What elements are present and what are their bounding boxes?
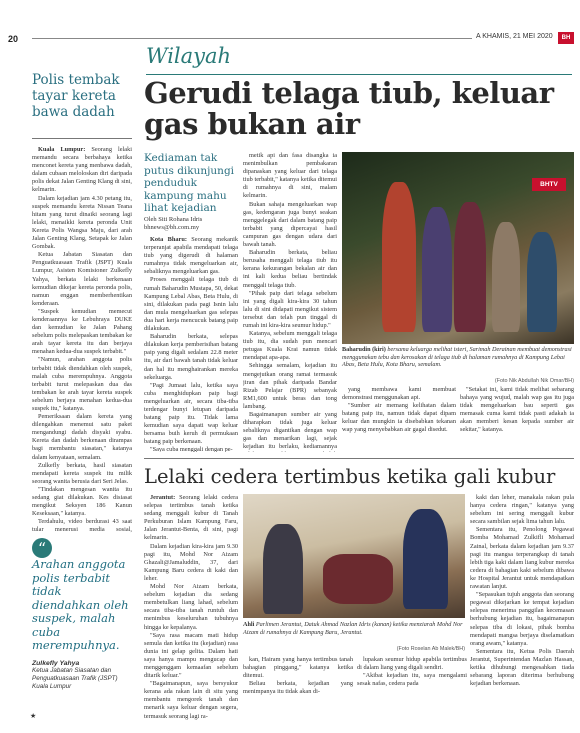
paragraph-text: "Pagi Jumaat lalu, ketika saya cuba menghidupkan paip bagi mengeluarkan air, secara tiba-tiba terdengar bunyi letupan daripada batang paip itu. Tidak lama kemudian saya dapati wap keluar bersama buih keruh di permukaan batang paip berkenaan. <box>144 381 238 446</box>
header-rule <box>32 38 472 39</box>
paragraph-lead: Jerantut: <box>150 494 176 501</box>
paragraph <box>144 543 238 583</box>
star-icon: ★ <box>30 712 37 720</box>
paragraph-text: yang membawa kami membuat demonstrasi menggunakan api. <box>342 386 456 402</box>
paragraph <box>342 402 456 434</box>
paragraph <box>144 236 238 276</box>
second-column-4 <box>470 494 574 688</box>
sidebar-article-body <box>32 146 132 534</box>
quote-icon: “ <box>32 538 52 558</box>
dateline: A KHAMIS, 21 MEI 2020 <box>476 33 553 40</box>
main-deck: Kediaman tak putus dikunjungi penduduk kampung mahu lihat kejadian <box>144 152 235 214</box>
pull-quote-text: Arahan anggota polis terbabit tidak diendahkan oleh suspek, malah cuba merempuhnya. <box>32 557 129 652</box>
paragraph <box>243 411 337 452</box>
paragraph-text: lupakan seumur hidup apabila tertimbus di dalam liang yang digali sendiri. <box>357 656 467 672</box>
paragraph <box>243 201 337 250</box>
paragraph <box>144 632 238 681</box>
page-number: 20 <box>8 34 19 44</box>
paragraph <box>144 494 238 543</box>
paragraph-text: kaki dan leher, manakala rakan pula hanya cedera ringan," katanya yang sebelum ini sering menggali kubur secara sambilan sejak lima tahun lalu. <box>470 494 574 526</box>
photo-figure <box>263 524 303 614</box>
main-photo-caption <box>342 346 574 369</box>
paragraph-text: metik api dan fasa disangka ia menimbulkan pembakaran dipanaskan yang keluar dari telaga tiub terbabit," katanya ketika ditemui di rumahnya di sini, malam kelmarin. <box>243 152 337 200</box>
paragraph <box>357 656 467 672</box>
story-separator <box>144 458 574 459</box>
paragraph-text: "Saya cuba menggali dengan pe- <box>150 446 233 452</box>
paragraph <box>32 486 132 518</box>
paragraph-text: Baharudin berkata, selepas dilakukan kerja pemberisihan batang paip yang digali sedalam 22.8 meter itu, air dari bawah tanah tidak keluar dan hal itu menghairankan mereka sekeluarga. <box>144 333 238 381</box>
paragraph-text: Katanya, sebelum menggali telaga tiub itu, dia sudah pun mencari petugas Kuala Krai namun tidak mendapat apa-apa. <box>243 330 337 362</box>
paragraph <box>243 290 337 330</box>
paragraph-text: Mohd Nor Aizam berkata, sebelum kejadian dia sedang membetulkan liang lahad, sebelum secara tiba-tiba tanah runtuh dan menimbus keseluruhan tubuhnya hingga ke kepalanya. <box>144 583 238 631</box>
paragraph <box>144 446 238 452</box>
photo-figure <box>422 207 452 332</box>
paragraph <box>243 362 337 411</box>
paragraph-text: "Akibat kejadian itu, saya mengalami sesak nafas, cedera pada <box>357 672 467 688</box>
paragraph-text: "Sumber air memang kelihatan dalam batang paip itu, namun tidak dapat dipam keluar dan mungkin ia disebabkan tekanan wap yang menyebabkan air gagal disedut. <box>342 402 456 434</box>
photo-figure <box>382 182 416 332</box>
paragraph <box>460 386 574 435</box>
main-photo-credit: (Foto Nik Abdullah Nik Omar/BH) <box>494 378 574 384</box>
sidebar-headline-box <box>32 72 132 120</box>
paragraph-text: Ketua Jabatan Siasatan dan Penguatkuasaan Trafik (JSPT) Kuala Lumpur, Asisten Komisioner Zulkefly Yahya, berkata lelaki berkenaan kemudian dikejar kereta peronda polis, namun enggan memberhentikan kenderaan. <box>32 251 132 307</box>
sidebar-rule <box>32 138 132 139</box>
paragraph-text: Baharudin berkata, beliau berusaha menggali telaga tiub itu kerana kekurangan bekalan air dan ini kali kedua beliau bertindak menggali telaga tiub. <box>243 249 337 289</box>
paragraph-text: Seorang lelaki memandu secara berbahaya ketika menconet kereta yang menbawa dadah, dalam cubaan meloloskan diri daripada polis dekat Jalan Genting Klang di sini, kelmarin. <box>32 146 132 194</box>
second-photo-credit: (Foto Roselan Ab Malek/BH) <box>396 646 465 652</box>
pull-quote-role: Ketua Jabatan Siasatan dan Penguatkuasaan Trafik (JSPT) Kuala Lumpur <box>32 666 118 690</box>
paragraph <box>470 591 574 648</box>
paragraph-text: "Setakat ini, kami tidak melihat sebarang bahaya yang wujud, malah wap gas itu juga tidak mengeluarkan bau seperti gas memasak cuma kami tidak pasti adakah ia akan memberi kesan kepada sumber air sekitar," katanya. <box>460 386 574 434</box>
caption-lead: Ahli <box>243 621 255 628</box>
paragraph-text: "Tindakan mengesan wanita itu sedang giat dilakukan. Kes disiasat mengikut Seksyen 186 Kanun Keseksaan," katanya. <box>32 485 132 518</box>
paragraph <box>32 413 132 462</box>
main-column-3 <box>342 386 456 435</box>
paragraph-text: "Suspek kemudian memecut kenderaannya ke Lebuhraya DUKE dan kemudian ke Jalan Pahang sebelum polis melepaskan tembakan ke arah tayar kereta itu dan berjaya menahan kedua-dua suspek terbabit." <box>32 307 132 356</box>
main-column-4 <box>460 386 574 435</box>
paragraph-text: Dalam kejadian kira-kira jam 9.30 pagi itu, Mohd Nor Aizam Ghazali@Jamaluddin, 37, dari Kampung Baru cedera di kaki dan leher. <box>144 542 238 582</box>
second-column-3 <box>357 656 467 688</box>
paragraph <box>32 251 132 308</box>
paragraph <box>32 462 132 486</box>
main-column-1 <box>144 236 238 452</box>
paragraph-lead: Kuala Lumpur: <box>38 146 86 153</box>
pull-quote <box>32 538 132 691</box>
paragraph-text: "Pihak paip dari telaga sebelum ini yang digali kira-kira 30 tahun lalu di sini didapati mengikut sistem tersebut dan telah pun tinggal di rumah ini kira-kira seumur hidup." <box>243 289 337 329</box>
bh-logo-icon: BH <box>558 32 574 44</box>
paragraph-text: Bukan sahaja mengeluarkan wap gas, kedengaran juga bunyi seakan menggelegak dari dalam batang paip terbabit yang dipercayai hasil campuran gas dengan udara dari bawah tanah. <box>243 200 337 249</box>
paragraph-text: "Sepasukan tujuh anggota dan seorang pegawai dikejarkan ke tempat kejadian selepas menerima panggilan kecemasan berhubung kejadian itu, bagaimanapun selepas tiba di lokasi, pihak bomba mendapati mangsa berjaya diselamatkan orang awam," katanya. <box>470 591 574 647</box>
paragraph <box>144 276 238 333</box>
paragraph <box>357 672 467 688</box>
paragraph <box>144 333 238 382</box>
paragraph-text: Dalam kejadian jam 4.30 petang itu, suspek memandu kereta Nissan Teana hitam yang turut dinaiki seorang lagi lelaki, menaikki kereta peronda Unit Kereta Polis Wangsa Maju, dari arah Jalan Genting Klang, Setapak ke Jalan Gombak. <box>32 194 132 251</box>
bhtv-badge: BHTV <box>532 178 566 191</box>
paragraph <box>32 356 132 413</box>
paragraph-text: Terdahulu, video berdurasi 43 saat tular menerusi media sosial, <box>32 518 132 534</box>
second-photo-caption <box>243 621 465 636</box>
second-headline: Lelaki cedera tertimbus ketika gali kubur <box>144 465 556 488</box>
paragraph <box>342 386 456 402</box>
paragraph <box>243 152 337 201</box>
caption-text: bersama keluarga melihat isteri, Sarimah Derainan membuat demonstrasi menggunakan tebu dan kerosakan di telaga tiub di halaman rumahnya di Kampung Lebai Abas, Beta Hulu, Kota Bharu, semalam. <box>342 346 572 369</box>
paragraph <box>243 330 337 362</box>
main-headline: Gerudi telaga tiub, keluar gas bukan air <box>144 76 554 141</box>
caption-text: Parlimen Jerantut, Datuk Ahmad Nazlan Idris (kanan) ketika menziarah Mohd Nor Aizam di rumahnya di Kampung Baru, Jerantut. <box>243 621 463 636</box>
paragraph <box>243 680 353 696</box>
paragraph-text: Sementara itu, Penolong Pegawai Bomba Mohamad Zulkifli Mohamad Zainal, berkata dalam kejadian jam 9.37 pagi itu mangsa terperangkap di tanah lebih tiga kaki dalam liang kubur mereka cedera di bahagian kaki sebelum dibawa ke Hospital Jerantut untuk mendapatkan rawatan lanjut. <box>470 526 574 591</box>
section-rule <box>146 74 572 75</box>
second-photo <box>243 494 465 618</box>
paragraph-text: "Saya rasa macam mati hidup semula dan ketika itu (kejadian) rasa dunia ini gelap gelita. Dalam hati saya hanya mampu mengucap dan menggenggam kemaafan sebelum ditarik keluar." <box>144 631 238 680</box>
main-column-2 <box>243 152 337 452</box>
paragraph <box>144 382 238 447</box>
paragraph-text: "Bagaimanapun, saya bersyukur kerana ada rakan lain di situ yang membantu mengorek tanah dan menarik saya keluar dengan segera, termasuk seorang lagi ra- <box>144 680 238 720</box>
paragraph <box>470 648 574 688</box>
main-byline: Oleh Siti Rohana Idris bhnews@bh.com.my <box>144 216 203 231</box>
section-title: Wilayah <box>146 44 232 68</box>
paragraph-text: Sementara itu, Ketua Polis Daerah Jerantut, Superintendan Mazlan Hassan, ketika dihubungi mengesahkan tiada sebarang laporan diterima berhubung kejadian berkenaan. <box>470 647 574 688</box>
paragraph-text: "Namun, arahan anggota polis terbabit tidak diendahkan oleh suspek, malah cuba merempuhnya. Anggota terbabit turut melepaskan dua das tembakan ke arah tayar kereta suspek sebelum berjaya menahan kedua-dua suspek itu," katanya. <box>32 356 132 412</box>
paragraph <box>243 656 353 680</box>
paragraph-text: Sehingga semalam, kejadian itu mengejutkan orang ramai termasuk jiran dan pihak daripada Bandar Rizab Pelajar (BPR) sebanyak RM1,600 untuk beras dan tong lambang. <box>243 362 337 410</box>
paragraph-text: kan, Hairam yang hanya tertimbus tanah bahagian pinggang," katanya ketika ditemui. <box>243 656 353 680</box>
photo-figure <box>403 509 448 609</box>
paragraph <box>470 494 574 526</box>
paragraph-text: Pemeriksaan dalam kereta yang dilengahkan menemui satu paket mengandungi dadah disyaki syabu. Kereta dan dadah berkenaan dirampas bagi membantu siasatan," katanya dalam kenyataan, semalam. <box>32 413 132 461</box>
second-column-2 <box>243 656 353 696</box>
paragraph-text: Beliau berkata, kejadian yang menimpanya itu tidak akan di- <box>243 680 353 696</box>
paragraph <box>32 518 132 534</box>
photo-figure <box>492 222 520 332</box>
paragraph-text: Seorang lelaki cedera selepas tertimbus tanah ketika sedang menggali kubur di Tanah Perkuburan Islam Kampung Faru, Jalan Jerantut-Benta, di sini, pagi kelmarin. <box>144 494 238 542</box>
paragraph-text: Zulkefly berkata, hasil siasatan mendapati kereta suspek itu milik seorang wanita berusia dari Seri Jelas. <box>32 461 132 485</box>
photo-figure <box>527 232 557 332</box>
paragraph-text: Proses menggali telaga tiub di rumah Baharudin Mustapa, 50, dekat Kampung Lebal Abas, Beta Hulu, di sini, dilakukan pada pagi Isnin lalu dan mula mengeluarkan gas selepas dua hari kerja mencucuk batang paip dilakukan. <box>144 276 238 333</box>
paragraph <box>144 680 238 720</box>
paragraph <box>32 308 132 357</box>
second-column-1 <box>144 494 238 721</box>
paragraph <box>243 249 337 289</box>
paragraph-lead: Kota Bharu: <box>150 236 187 243</box>
caption-lead: Baharudin (kiri) <box>342 346 386 353</box>
paragraph-text: Bagaimanapun sumber air yang diharapkan tidak juga keluar sebaliknya digantikan dengan wap gas dan menarikan lagi, sejak kejadian itu berlaku, kediamannya <box>243 411 337 451</box>
paragraph <box>470 526 574 591</box>
photo-figure <box>454 202 486 332</box>
paragraph <box>32 146 132 195</box>
pull-quote-name: Zulkefly Yahya <box>32 659 80 667</box>
paragraph <box>144 583 238 632</box>
sidebar-headline: Polis tembak tayar kereta bawa dadah <box>32 72 120 120</box>
paragraph <box>32 195 132 252</box>
paragraph-text: Seorang mekanik terperanjat apabila mendapati telaga tiub yang digerudi di halaman rumahnya tidak mengeluarkan air, sebaliknya mengeluarkan gas. <box>144 236 238 276</box>
photo-figure <box>323 554 393 604</box>
